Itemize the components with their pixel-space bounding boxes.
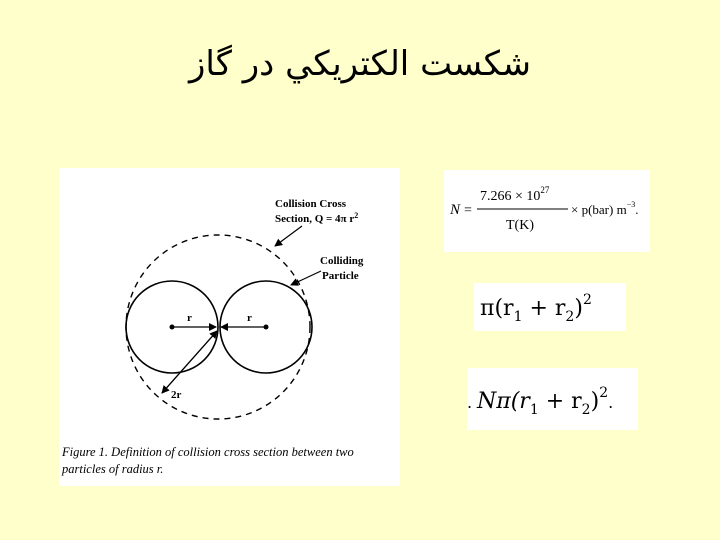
cross-section-label-line1: Collision Cross xyxy=(275,198,347,210)
cf-close: ) xyxy=(590,389,600,414)
big-radius-arrow-tail xyxy=(162,331,217,393)
collision-diagram xyxy=(59,168,400,444)
cf-prefix: Nπ(r xyxy=(477,389,530,414)
particle-label-line1: Colliding xyxy=(320,255,364,267)
cf-trail: . xyxy=(608,393,614,412)
cf-exp: 2 xyxy=(599,385,609,401)
cross-section-label-line2 xyxy=(275,211,358,225)
cross-section-pointer xyxy=(275,226,302,246)
cross-section-expression xyxy=(480,292,592,325)
density-unit-exp: −3 xyxy=(626,200,636,209)
collision-figure xyxy=(59,168,400,486)
density-eq: = xyxy=(464,203,472,218)
cf-expression xyxy=(476,385,613,418)
slide-title: شكست الكتريكي در گاز xyxy=(188,44,532,84)
cf-lead: . xyxy=(467,393,473,412)
density-denominator: T(K) xyxy=(506,218,534,233)
cs-sub2: 2 xyxy=(565,309,575,325)
cs-sub1: 1 xyxy=(513,309,523,325)
cf-sub1: 1 xyxy=(529,402,539,418)
cs-prefix: π(r xyxy=(480,296,514,321)
radius-label-right: r xyxy=(247,312,252,324)
cs-exp: 2 xyxy=(582,292,592,308)
density-trail: . xyxy=(635,202,639,217)
collision-frequency-formula-svg xyxy=(467,368,638,430)
cross-section-formula xyxy=(474,283,626,331)
particle-pointer xyxy=(291,271,321,285)
radius-label-left: r xyxy=(187,312,192,324)
particle-label-line2: Particle xyxy=(322,270,359,282)
cs-mid: + r xyxy=(522,296,566,321)
cs-close: ) xyxy=(574,296,583,321)
density-numerator-exp: 27 xyxy=(540,185,550,195)
density-lhs: N xyxy=(450,202,461,218)
density-numerator xyxy=(480,185,550,204)
density-formula xyxy=(444,170,650,252)
cross-section-label-main: Section, Q = 4π r xyxy=(275,213,355,225)
figure-caption: Figure 1. Definition of collision cross section between two particles of radius r. xyxy=(62,445,354,476)
density-times-main: × p(bar) m xyxy=(571,202,627,217)
density-times xyxy=(571,200,638,217)
cross-section-formula-svg xyxy=(474,283,626,331)
cf-sub2: 2 xyxy=(581,402,591,418)
cross-section-label-exp: 2 xyxy=(354,211,359,220)
collision-frequency-formula xyxy=(467,368,638,430)
density-formula-svg xyxy=(444,170,650,252)
big-radius-label: 2r xyxy=(171,389,182,401)
cf-mid: + r xyxy=(538,389,582,414)
density-numerator-main: 7.266 × 10 xyxy=(480,189,541,204)
